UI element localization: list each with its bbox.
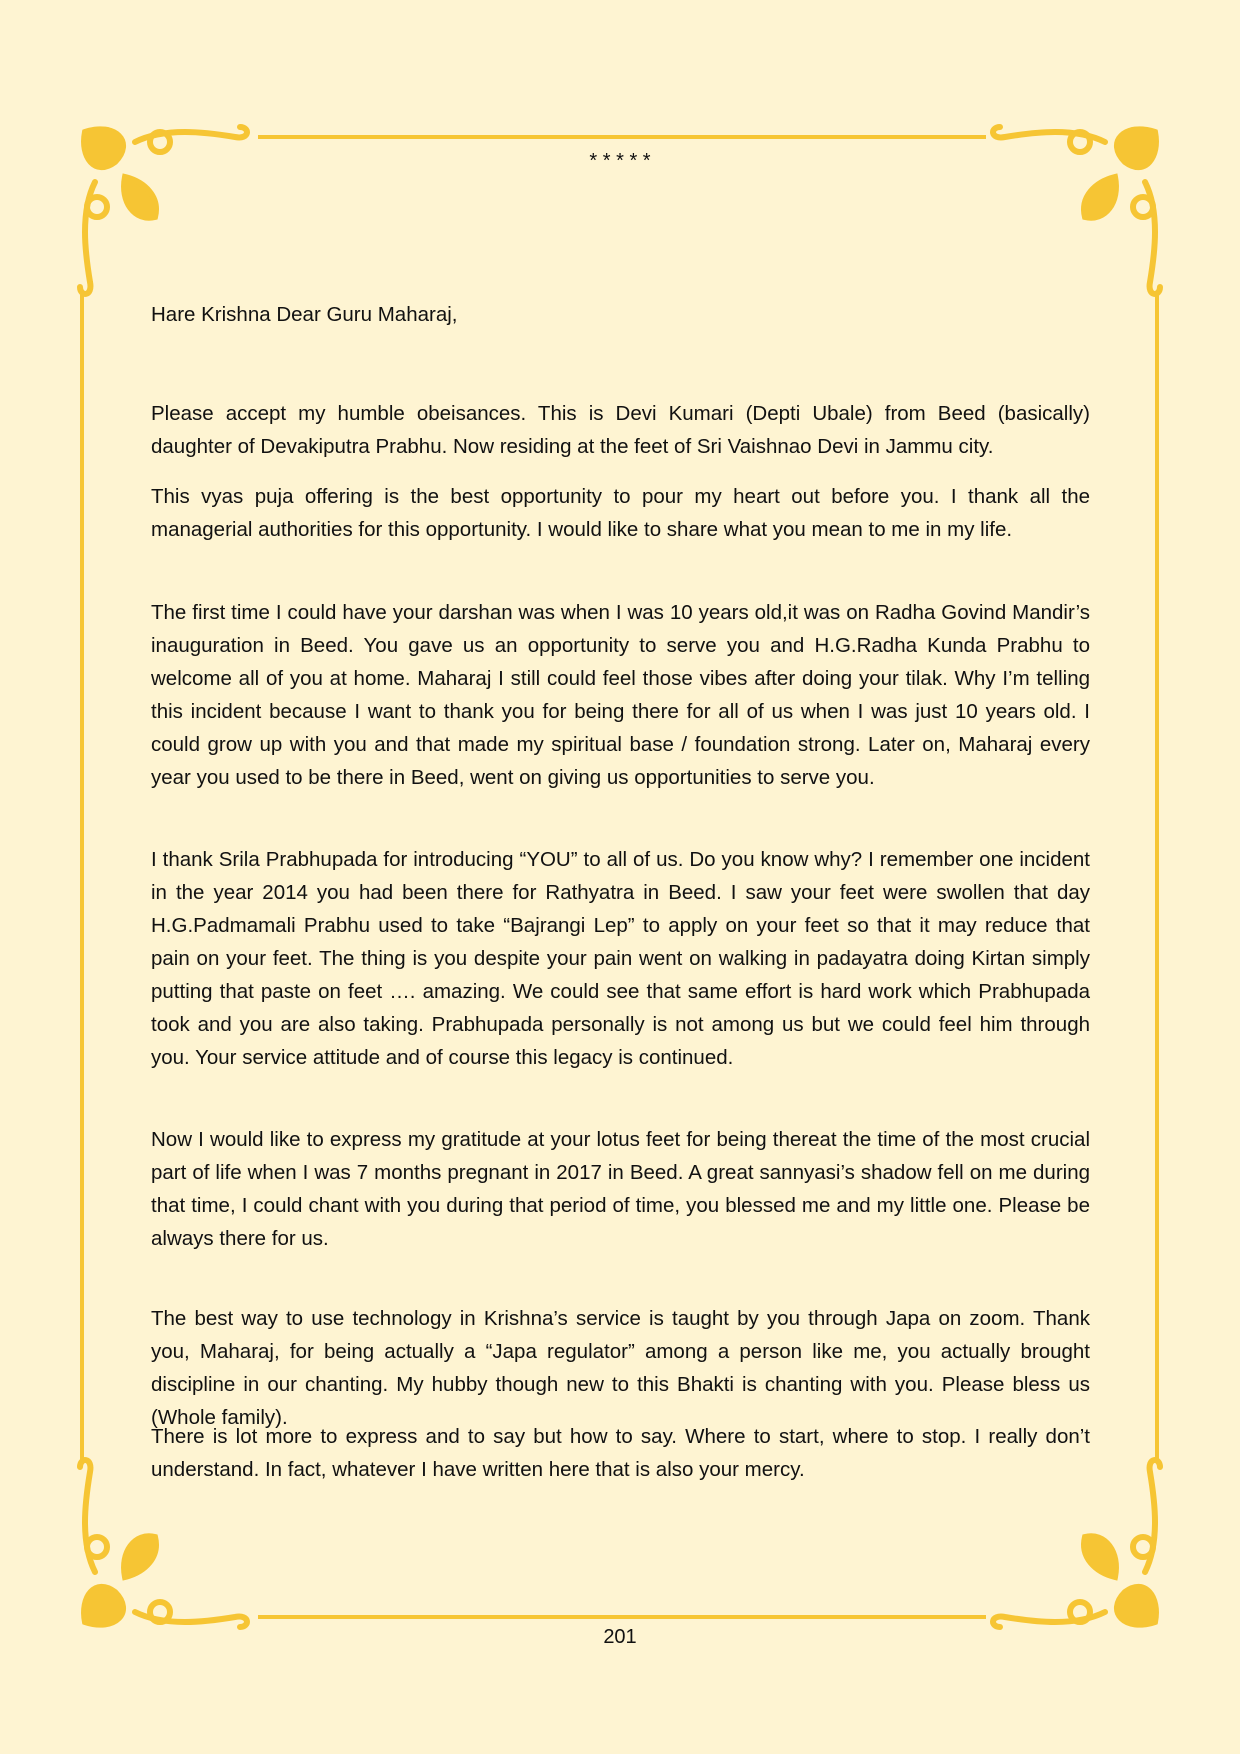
letter-paragraph: The first time I could have your darshan was when I was 10 years old,it was on Radha Govind Mandir’s inauguration in Beed. You gave us an opportunity to serve you and H.G.Radha Kunda Prabhu to welcome all of you at home. Maharaj I still could feel those vibes after doing your tilak. Why I’m telling this incident because I want to thank you for being there for all of us when I was just 10 years old. I could grow up with you and that made my spiritual base / foundation strong. Later on, Maharaj every year you used to be there in Beed, went on giving us opportunities to serve you. bbox=[151, 601, 1090, 789]
letter-greeting: Hare Krishna Dear Guru Maharaj, bbox=[151, 303, 458, 326]
border-bottom bbox=[258, 1615, 986, 1619]
corner-ornament-icon bbox=[985, 122, 1165, 302]
letter-paragraph: There is lot more to express and to say but how to say. Where to start, where to stop. I really don’t understand. In fact, whatever I have written here that is also your mercy. bbox=[151, 1425, 1090, 1481]
corner-ornament-icon bbox=[75, 122, 255, 302]
letter-paragraph: Please accept my humble obeisances. This is Devi Kumari (Depti Ubale) from Beed (basically) daughter of Devakiputra Prabhu. Now residing at the feet of Sri Vaishnao Devi in Jammu city. bbox=[151, 402, 1090, 458]
letter-paragraph: Now I would like to express my gratitude at your lotus feet for being thereat the time of the most crucial part of life when I was 7 months pregnant in 2017 in Beed. A great sannyasi’s shadow fell on me during that time, I could chant with you during that period of time, you blessed me and my little one. Please be always there for us. bbox=[151, 1128, 1090, 1250]
letter-paragraph: This vyas puja offering is the best opportunity to pour my heart out before you. I thank all the managerial authorities for this opportunity. I would like to share what you mean to me in my life. bbox=[151, 485, 1090, 541]
border-right bbox=[1155, 292, 1159, 1462]
border-left bbox=[80, 292, 84, 1462]
page-number: 201 bbox=[603, 1626, 637, 1648]
border-top bbox=[258, 135, 986, 139]
letter-paragraph: The best way to use technology in Krishna’s service is taught by you through Japa on zoom. Thank you, Maharaj, for being actually a “Japa regulator” among a person like me, you actually brought discipline in our chanting. My hubby though new to this Bhakti is chanting with you. Please bless us (Whole family). bbox=[151, 1307, 1090, 1429]
section-separator: * * * * * bbox=[589, 150, 651, 172]
letter-paragraph: I thank Srila Prabhupada for introducing “YOU” to all of us. Do you know why? I remember one incident in the year 2014 you had been there for Rathyatra in Beed. I saw your feet were swollen that day H.G.Padmamali Prabhu used to take “Bajrangi Lep” to apply on your feet so that it may reduce that pain on your feet. The thing is you despite your pain went on walking in padayatra doing Kirtan simply putting that paste on feet …. amazing. We could see that same effort is hard work which Prabhupada took and you are also taking. Prabhupada personally is not among us but we could feel him through you. Your service attitude and of course this legacy is continued. bbox=[151, 848, 1090, 1069]
